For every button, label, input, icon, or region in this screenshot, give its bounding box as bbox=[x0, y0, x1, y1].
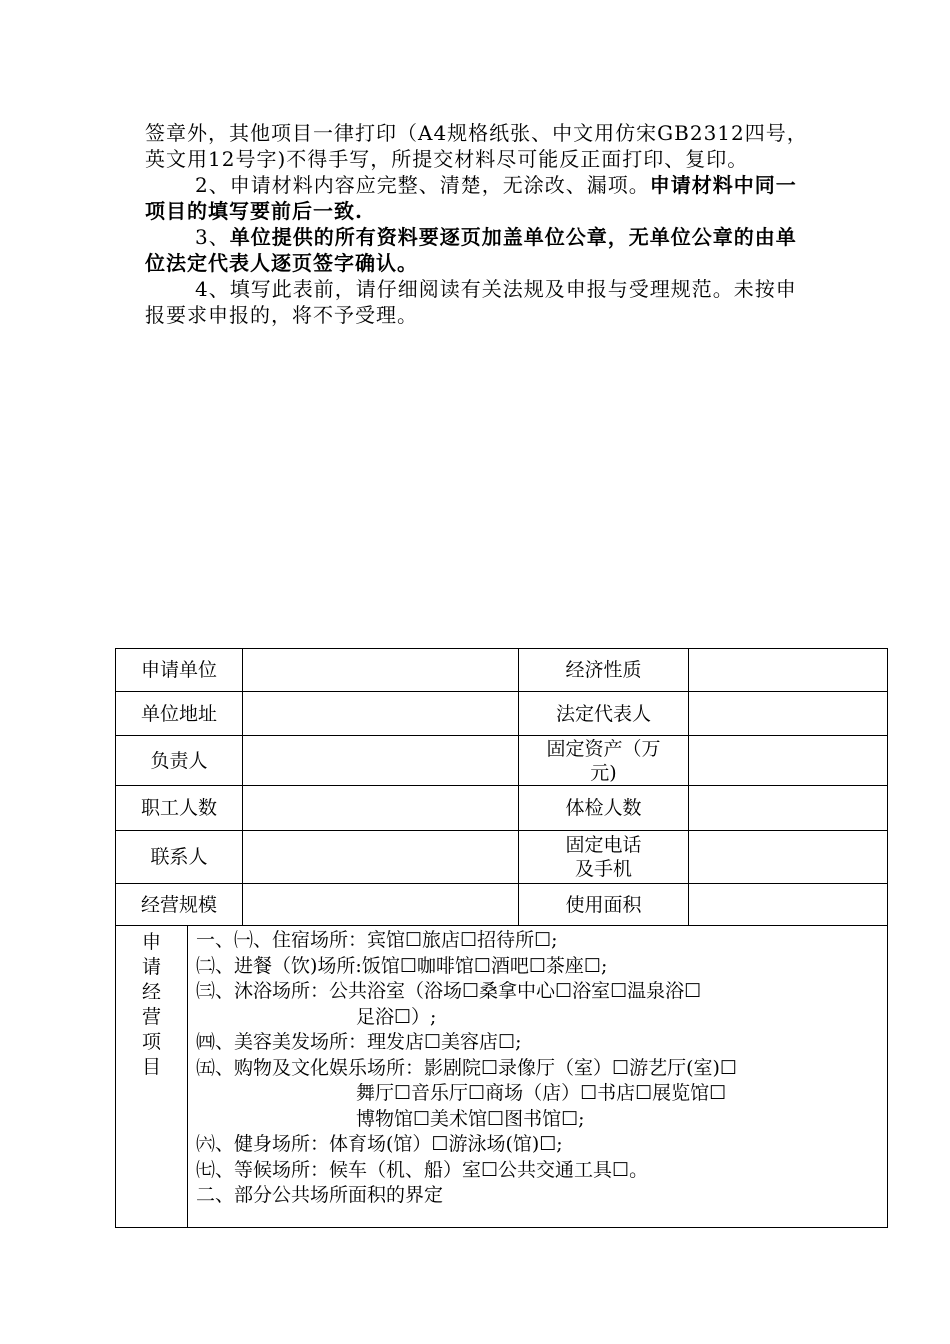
instruction-p3-bold: 单位提供的所有资料要逐页加盖单位公章，无单位公章的由单位法定代表人逐页签字确认。 bbox=[145, 225, 797, 275]
label-staff-count: 职工人数 bbox=[116, 786, 243, 831]
scope-label-char: 申 bbox=[141, 931, 161, 953]
label-business-scale: 经营规模 bbox=[116, 884, 243, 926]
field-economic-nature[interactable] bbox=[689, 649, 888, 692]
instruction-p3 bbox=[145, 224, 815, 276]
form-row-contact bbox=[116, 831, 888, 884]
scope-dining[interactable]: ㈡、进餐（饮)场所:饭馆☐咖啡馆☐酒吧☐茶座☐; bbox=[196, 954, 608, 977]
field-staff-count[interactable] bbox=[243, 786, 519, 831]
form-row-applicant bbox=[116, 649, 888, 692]
instructions bbox=[145, 120, 815, 328]
form-row-scale bbox=[116, 884, 888, 926]
scope-label-char: 请 bbox=[141, 956, 161, 978]
scope-beauty[interactable]: ㈣、美容美发场所：理发店☐美容店☐; bbox=[196, 1031, 522, 1053]
scope-label-char: 项 bbox=[141, 1031, 161, 1053]
scope-label-char: 经 bbox=[141, 981, 161, 1003]
label-economic-nature: 经济性质 bbox=[519, 649, 689, 692]
scope-shopping-cont-2[interactable]: 博物馆☐美术馆☐图书馆☐; bbox=[356, 1107, 585, 1130]
field-fixed-assets[interactable] bbox=[689, 736, 888, 786]
label-unit-address: 单位地址 bbox=[116, 692, 243, 736]
scope-bathing[interactable]: ㈢、沐浴场所：公共浴室（浴场☐桑拿中心☐浴室☐温泉浴☐ bbox=[196, 980, 702, 1002]
instruction-p3-num: 3、 bbox=[195, 225, 230, 249]
label-applicant-unit: 申请单位 bbox=[116, 649, 243, 692]
scope-area-definition: 二、部分公共场所面积的界定 bbox=[196, 1184, 444, 1206]
scope-waiting[interactable]: ㈦、等候场所：候车（机、船）室☐公共交通工具☐。 bbox=[196, 1158, 649, 1181]
scope-accommodation[interactable]: 一、㈠、住宿场所：宾馆☐旅店☐招待所☐; bbox=[196, 929, 558, 951]
scope-fitness[interactable]: ㈥、健身场所：体育场(馆）☐游泳场(馆)☐; bbox=[196, 1133, 563, 1155]
field-person-in-charge[interactable] bbox=[243, 736, 519, 786]
instruction-p4: 4、填写此表前，请仔细阅读有关法规及申报与受理规范。未按申报要求申报的，将不予受理。 bbox=[145, 277, 797, 327]
form-row-person-in-charge bbox=[116, 736, 888, 786]
form-row-staff bbox=[116, 786, 888, 831]
label-usable-area: 使用面积 bbox=[519, 884, 689, 926]
label-business-scope bbox=[116, 926, 188, 1228]
scope-label-char: 目 bbox=[141, 1056, 161, 1078]
instruction-p2-text: 2、申请材料内容应完整、清楚，无涂改、漏项。 bbox=[195, 173, 650, 197]
field-business-scale[interactable] bbox=[243, 884, 519, 926]
scope-label-char: 营 bbox=[141, 1006, 161, 1028]
field-contact-person[interactable] bbox=[243, 831, 519, 884]
field-legal-representative[interactable] bbox=[689, 692, 888, 736]
instruction-p1: 签章外，其他项目一律打印（A4规格纸张、中文用仿宋GB2312四号，英文用12号字)不得手写，所提交材料尽可能反正面打印、复印。 bbox=[145, 121, 808, 171]
field-health-check-count[interactable] bbox=[689, 786, 888, 831]
field-unit-address[interactable] bbox=[243, 692, 519, 736]
form-row-business-scope bbox=[116, 926, 888, 1228]
field-phone-mobile[interactable] bbox=[689, 831, 888, 884]
scope-bathing-cont[interactable]: 足浴☐）; bbox=[356, 1005, 437, 1028]
form-row-address bbox=[116, 692, 888, 736]
scope-shopping-cont-1[interactable]: 舞厅☐音乐厅☐商场（店）☐书店☐展览馆☐ bbox=[356, 1082, 727, 1104]
application-form-table bbox=[115, 648, 888, 1228]
label-phone-mobile: 固定电话及手机 bbox=[519, 831, 689, 884]
scope-shopping-entertainment[interactable]: ㈤、购物及文化娱乐场所：影剧院☐录像厅（室）☐游艺厅(室)☐ bbox=[196, 1056, 737, 1079]
label-legal-representative: 法定代表人 bbox=[519, 692, 689, 736]
label-health-check-count: 体检人数 bbox=[519, 786, 689, 831]
field-applicant-unit[interactable] bbox=[243, 649, 519, 692]
business-scope-options bbox=[188, 926, 888, 1228]
label-person-in-charge: 负责人 bbox=[116, 736, 243, 786]
instruction-p2-bold: 申请材料中同一项目的填写要前后一致. bbox=[145, 173, 797, 223]
label-fixed-assets: 固定资产（万元) bbox=[519, 736, 689, 786]
field-usable-area[interactable] bbox=[689, 884, 888, 926]
instruction-p2 bbox=[145, 172, 815, 224]
label-contact-person: 联系人 bbox=[116, 831, 243, 884]
